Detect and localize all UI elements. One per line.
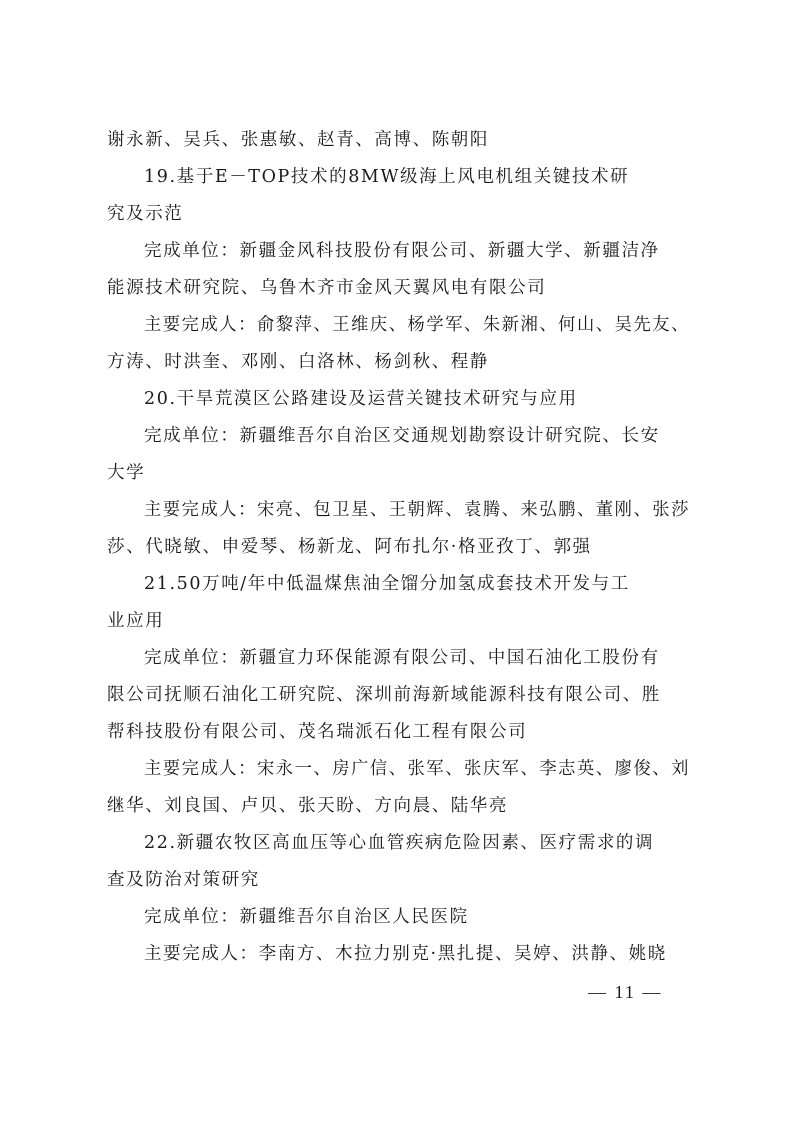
item-22-people-line-1: 主要完成人：李南方、木拉力别克·黑扎提、吴婷、洪静、姚晓 bbox=[144, 944, 667, 964]
item-19-unit-line-1: 完成单位：新疆金风科技股份有限公司、新疆大学、新疆洁净 bbox=[144, 241, 660, 261]
item-21-people-line-2: 继华、刘良国、卢贝、张天盼、方向晨、陆华亮 bbox=[107, 796, 509, 816]
item-21-unit-line-1: 完成单位：新疆宣力环保能源有限公司、中国石油化工股份有 bbox=[144, 648, 660, 668]
page-number: — 11 — bbox=[588, 982, 663, 1002]
item-22-unit: 完成单位：新疆维吾尔自治区人民医院 bbox=[144, 907, 469, 927]
item-20-people-line-2: 莎、代晓敏、申爱琴、杨新龙、阿布扎尔·格亚孜丁、郭强 bbox=[107, 537, 592, 557]
item-21-unit-line-3: 帮科技股份有限公司、茂名瑞派石化工程有限公司 bbox=[107, 722, 528, 742]
item-19-people-line-2: 方涛、时洪奎、邓刚、白洛林、杨剑秋、程静 bbox=[107, 352, 489, 372]
item-22-title-line-2: 查及防治对策研究 bbox=[107, 870, 260, 890]
item-20-title: 20.干旱荒漠区公路建设及运营关键技术研究与应用 bbox=[144, 389, 578, 409]
item-20-unit-line-2: 大学 bbox=[107, 463, 146, 483]
item-22-title-line-1: 22.新疆农牧区高血压等心血管疾病危险因素、医疗需求的调 bbox=[144, 833, 655, 853]
item-19-people-line-1: 主要完成人：俞黎萍、王维庆、杨学军、朱新湘、何山、吴先友、 bbox=[144, 315, 690, 335]
item-20-unit-line-1: 完成单位：新疆维吾尔自治区交通规划勘察设计研究院、长安 bbox=[144, 426, 660, 446]
item-20-people-line-1: 主要完成人：宋亮、包卫星、王朝辉、袁腾、来弘鹏、董刚、张莎 bbox=[144, 500, 690, 520]
item-21-unit-line-2: 限公司抚顺石油化工研究院、深圳前海新域能源科技有限公司、胜 bbox=[107, 685, 661, 705]
item-21-people-line-1: 主要完成人：宋永一、房广信、张军、张庆军、李志英、廖俊、刘 bbox=[144, 759, 690, 779]
item-19-unit-line-2: 能源技术研究院、乌鲁木齐市金风天翼风电有限公司 bbox=[107, 278, 547, 298]
item-21-title-line-2: 业应用 bbox=[107, 611, 165, 631]
text-line-1: 谢永新、吴兵、张惠敏、赵青、高博、陈朝阳 bbox=[107, 130, 489, 150]
item-21-title-line-1: 21.50万吨/年中低温煤焦油全馏分加氢成套技术开发与工 bbox=[144, 574, 630, 594]
item-19-title-line-1: 19.基于E－TOP技术的8MW级海上风电机组关键技术研 bbox=[144, 167, 630, 187]
item-19-title-line-2: 究及示范 bbox=[107, 204, 184, 224]
